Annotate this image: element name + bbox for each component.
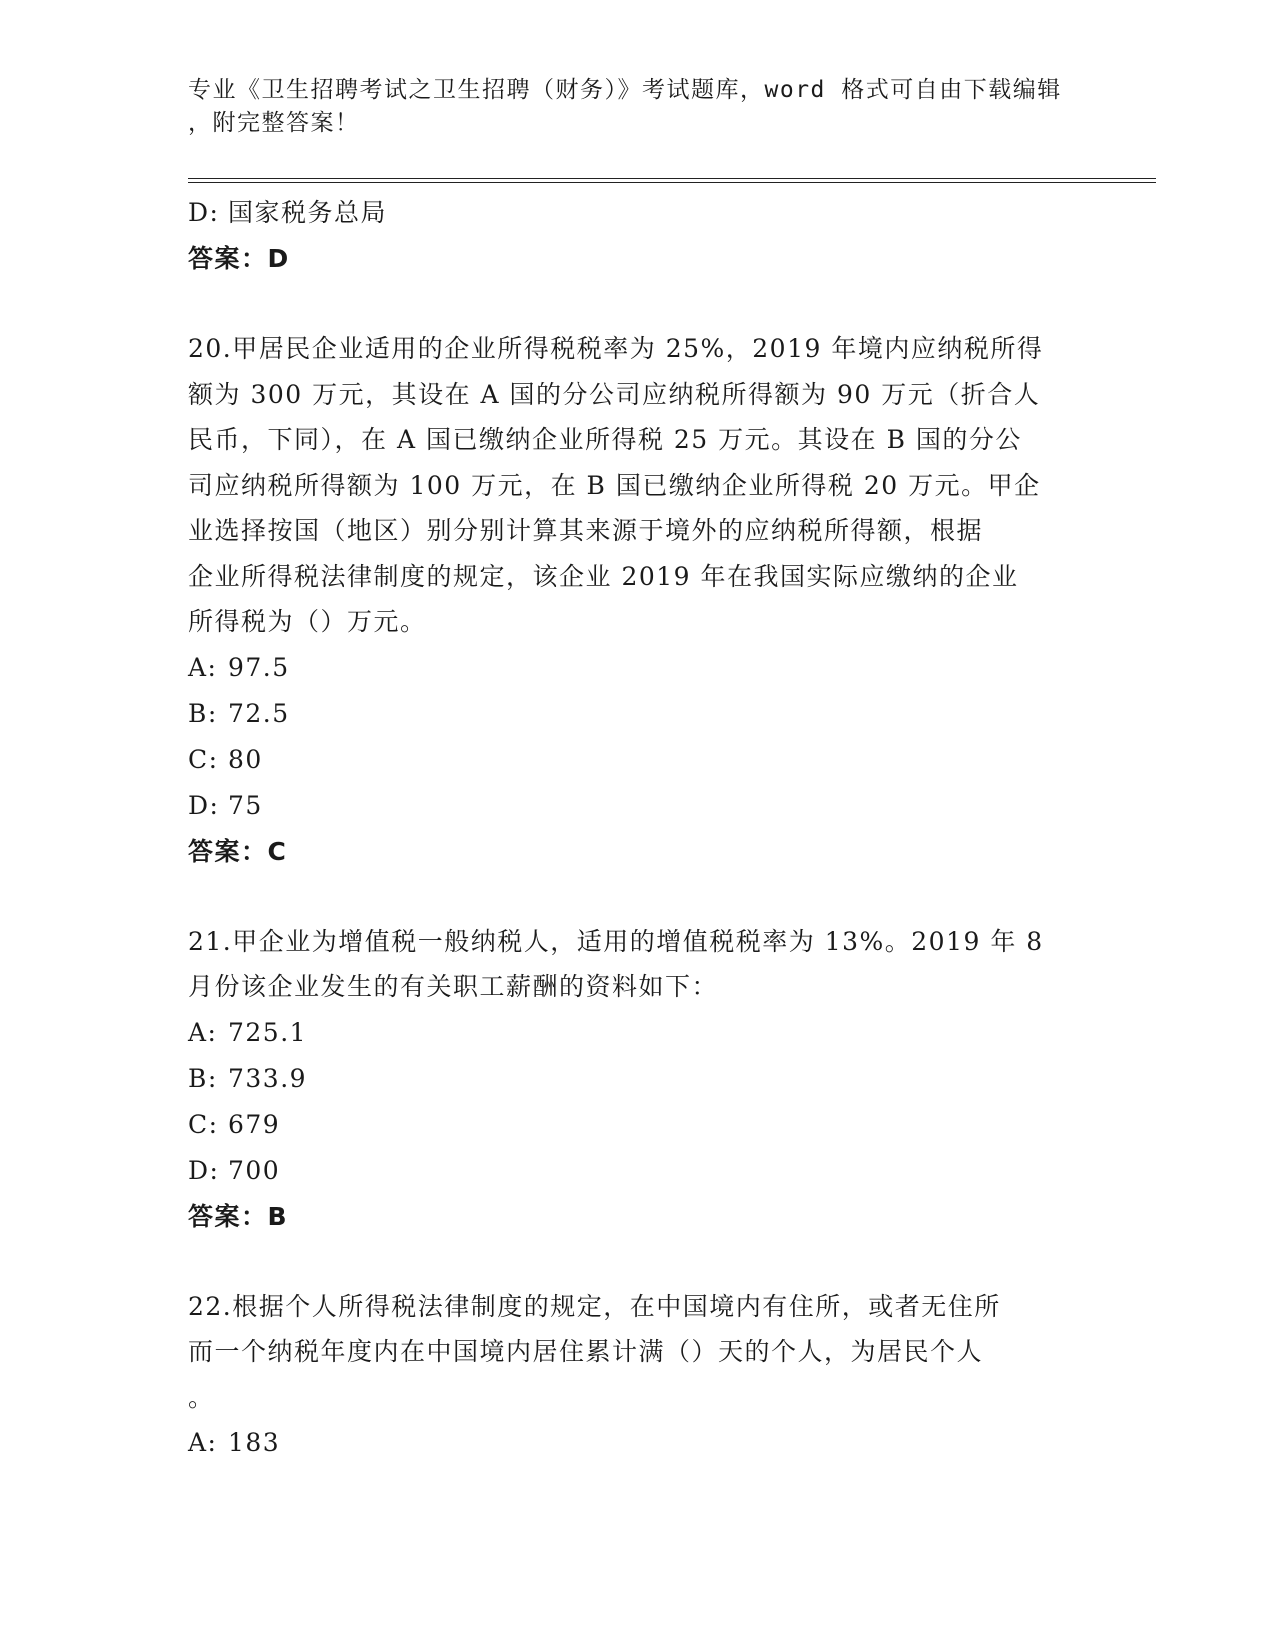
header-line-2: ，附完整答案！ [188,110,360,136]
option-text: 80 [228,744,263,774]
option-a [188,1420,1078,1466]
option-a [188,645,1078,691]
question-20 [188,326,1078,875]
option-label: B: [188,698,218,728]
option-c [188,737,1078,783]
page-header [188,74,1068,140]
option-d [188,190,1078,236]
option-label: B: [188,1063,218,1093]
option-text: 183 [228,1428,281,1457]
question-text: 22.根据个人所得税法律制度的规定，在中国境内有住所，或者无住所 而一个纳税年度内在中国境内居住累计满（）天的个人，为居民个人 。 [188,1291,1001,1412]
option-text: 72.5 [228,698,290,728]
option-text: 75 [228,790,263,820]
question-22 [188,1284,1078,1467]
option-label: A: [188,1017,218,1047]
question-content [188,190,1078,1466]
option-label: D: [188,198,220,227]
option-label: D: [188,1155,220,1185]
option-text: 700 [228,1155,281,1185]
option-a [188,1010,1078,1056]
option-c [188,1102,1078,1148]
option-d [188,783,1078,829]
header-divider [188,178,1156,183]
option-text: 国家税务总局 [228,198,388,227]
option-b [188,1056,1078,1102]
option-text: 725.1 [228,1017,308,1047]
option-label: A: [188,1428,218,1457]
option-label: D: [188,790,220,820]
option-label: C: [188,1109,219,1139]
question-text: 21.甲企业为增值税一般纳税人，适用的增值税税率为 13%。2019 年 8 月份该企业发生的有关职工薪酬的资料如下： [188,926,1044,1001]
spacer [188,1240,1078,1284]
spacer [188,282,1078,326]
answer-line: 答案：B [188,1201,289,1231]
question-text: 20.甲居民企业适用的企业所得税税率为 25%，2019 年境内应纳税所得 额为 300 万元，其设在 A 国的分公司应纳税所得额为 90 万元（折合人 民币，下同），在 A 国已缴纳企业所得税 25 万元。其设在 B 国的分公 司应纳税所得额为 100 万元，在 B 国已缴纳企业所得税 20 万元。甲企 业选择按国（地区）别分别计算其来源于境外的应纳税所得额，根据 企业所得税法律制度的规定，该企业 2019 年在我国实际应缴纳的企业 所得税为（）万元。 [188,334,1044,636]
answer-line: 答案：D [188,244,290,273]
option-text: 97.5 [228,652,290,682]
option-b [188,691,1078,737]
option-d [188,1148,1078,1194]
header-line-1: 专业《卫生招聘考试之卫生招聘（财务）》考试题库，word 格式可自由下载编辑 [188,77,1062,103]
option-text: 733.9 [228,1063,308,1093]
answer-line: 答案：C [188,836,288,866]
spacer [188,875,1078,919]
option-label: C: [188,744,219,774]
option-label: A: [188,652,218,682]
question-21 [188,919,1078,1240]
option-text: 679 [228,1109,281,1139]
